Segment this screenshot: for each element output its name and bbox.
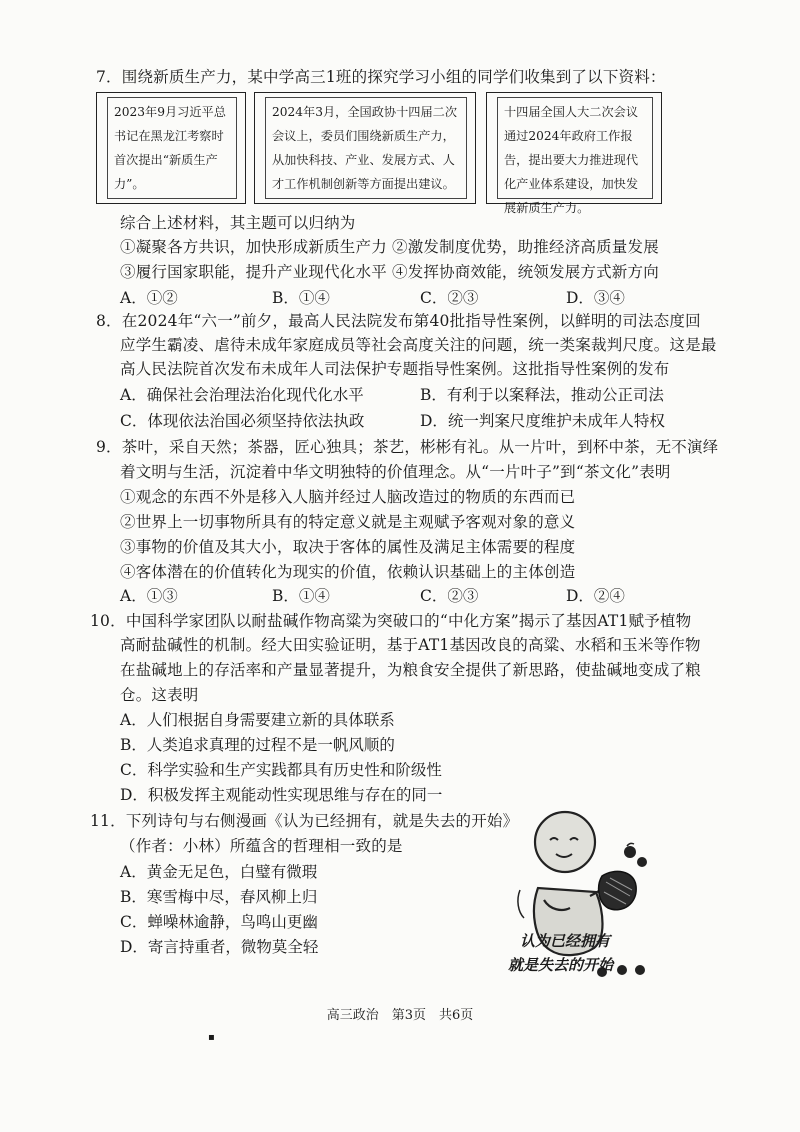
q8-option-c[interactable]: C．体现依法治国必须坚持依法执政 <box>120 412 365 430</box>
q8-option-d[interactable]: D．统一判案尺度维护未成年人特权 <box>420 412 665 430</box>
q7-material-box-3 <box>486 92 662 215</box>
q11-option-d[interactable]: D．寄言持重者，微物莫全轻 <box>120 938 319 956</box>
q9-option-b[interactable]: B．①④ <box>272 587 330 605</box>
q10-stem-line-1: 10．中国科学家团队以耐盐碱作物高粱为突破口的“中化方案”揭示了基因AT1赋予植物 <box>90 612 692 630</box>
q10-stem-line-4: 仓。这表明 <box>120 686 199 704</box>
q7-material-text-3: 十四届全国人大二次会议通过2024年政府工作报告，提出要大力推进现代化产业体系建设，加快发展新质生产力。 <box>497 97 653 199</box>
q7-option-d[interactable]: D．③④ <box>566 289 625 307</box>
q9-item-4: ④客体潜在的价值转化为现实的价值，依赖认识基础上的主体创造 <box>120 563 576 581</box>
q9-option-d[interactable]: D．②④ <box>566 587 625 605</box>
q10-stem-line-2: 高耐盐碱性的机制。经大田实验证明，基于AT1基因改良的高粱、水稻和玉米等作物 <box>120 636 701 654</box>
q7-question: 综合上述材料，其主题可以归纳为 <box>120 214 356 232</box>
q7-material-box-1 <box>96 92 246 204</box>
q7-option-c[interactable]: C．②③ <box>420 289 479 307</box>
q10-option-b[interactable]: B．人类追求真理的过程不是一帆风顺的 <box>120 736 395 754</box>
comic-illustration <box>510 800 660 980</box>
q9-stem-line-1: 9．茶叶，采自天然；茶器，匠心独具；茶艺，彬彬有礼。从一片叶，到杯中茶，无不演绎 <box>96 438 719 456</box>
q7-stem: 7．围绕新质生产力，某中学高三1班的探究学习小组的同学们收集到了以下资料： <box>96 68 666 86</box>
q9-item-3: ③事物的价值及其大小，取决于客体的属性及满足主体需要的程度 <box>120 538 576 556</box>
page-footer: 高三政治 第3页 共6页 <box>326 1008 474 1023</box>
q11-stem-line-2: （作者：小林）所蕴含的哲理相一致的是 <box>120 837 403 855</box>
q10-option-c[interactable]: C．科学实验和生产实践都具有历史性和阶级性 <box>120 761 442 779</box>
q10-option-a[interactable]: A．人们根据自身需要建立新的具体联系 <box>120 711 395 729</box>
q8-stem-line-1: 8．在2024年“六一”前夕，最高人民法院发布第40批指导性案例，以鲜明的司法态度回 <box>96 312 701 330</box>
q10-option-d[interactable]: D．积极发挥主观能动性实现思维与存在的同一 <box>120 786 443 804</box>
q11-stem-line-1: 11．下列诗句与右侧漫画《认为已经拥有，就是失去的开始》 <box>90 812 519 830</box>
q11-option-c[interactable]: C．蝉噪林逾静，鸟鸣山更幽 <box>120 913 318 931</box>
comic-caption-line-2: 就是失去的开始 <box>508 956 614 974</box>
comic-caption-line-1: 认为已经拥有 <box>520 932 611 950</box>
q7-option-a[interactable]: A．①② <box>120 289 178 307</box>
q8-stem-line-3: 高人民法院首次发布未成年人司法保护专题指导性案例。这批指导性案例的发布 <box>120 360 670 378</box>
q7-item-1: ①凝聚各方共识，加快形成新质生产力 <box>120 238 387 256</box>
q7-material-box-2 <box>254 92 476 204</box>
q7-material-text-2: 2024年3月，全国政协十四届二次会议上，委员们围绕新质生产力，从加快科技、产业、发展方式、人才工作机制创新等方面提出建议。 <box>265 97 467 199</box>
q10-stem-line-3: 在盐碱地上的存活率和产量显著提升，为粮食安全提供了新思路，使盐碱地变成了粮 <box>120 661 701 679</box>
q11-option-b[interactable]: B．寒雪梅中尽，春风柳上归 <box>120 888 318 906</box>
q9-item-1: ①观念的东西不外是移入人脑并经过人脑改造过的物质的东西而已 <box>120 488 576 506</box>
q7-item-3: ③履行国家职能，提升产业现代化水平 <box>120 263 387 281</box>
q9-item-2: ②世界上一切事物所具有的特定意义就是主观赋予客观对象的意义 <box>120 513 576 531</box>
q11-option-a[interactable]: A．黄金无足色，白璧有微瑕 <box>120 863 318 881</box>
q8-option-a[interactable]: A．确保社会治理法治化现代化水平 <box>120 386 364 404</box>
q7-option-b[interactable]: B．①④ <box>272 289 330 307</box>
q9-stem-line-2: 着文明与生活，沉淀着中华文明独特的价值理念。从“一片叶子”到“茶文化”表明 <box>120 463 671 481</box>
q9-option-c[interactable]: C．②③ <box>420 587 479 605</box>
stray-mark: ▪ <box>208 1032 215 1043</box>
q7-material-text-1: 2023年9月习近平总书记在黑龙江考察时首次提出“新质生产力”。 <box>107 97 237 199</box>
q8-stem-line-2: 应学生霸凌、虐待未成年家庭成员等社会高度关注的问题，统一类案裁判尺度。这是最 <box>120 336 717 354</box>
q7-item-4: ④发挥协商效能，统领发展方式新方向 <box>392 263 659 281</box>
q9-option-a[interactable]: A．①③ <box>120 587 178 605</box>
q7-item-2: ②激发制度优势，助推经济高质量发展 <box>392 238 659 256</box>
q8-option-b[interactable]: B．有利于以案释法，推动公正司法 <box>420 386 664 404</box>
